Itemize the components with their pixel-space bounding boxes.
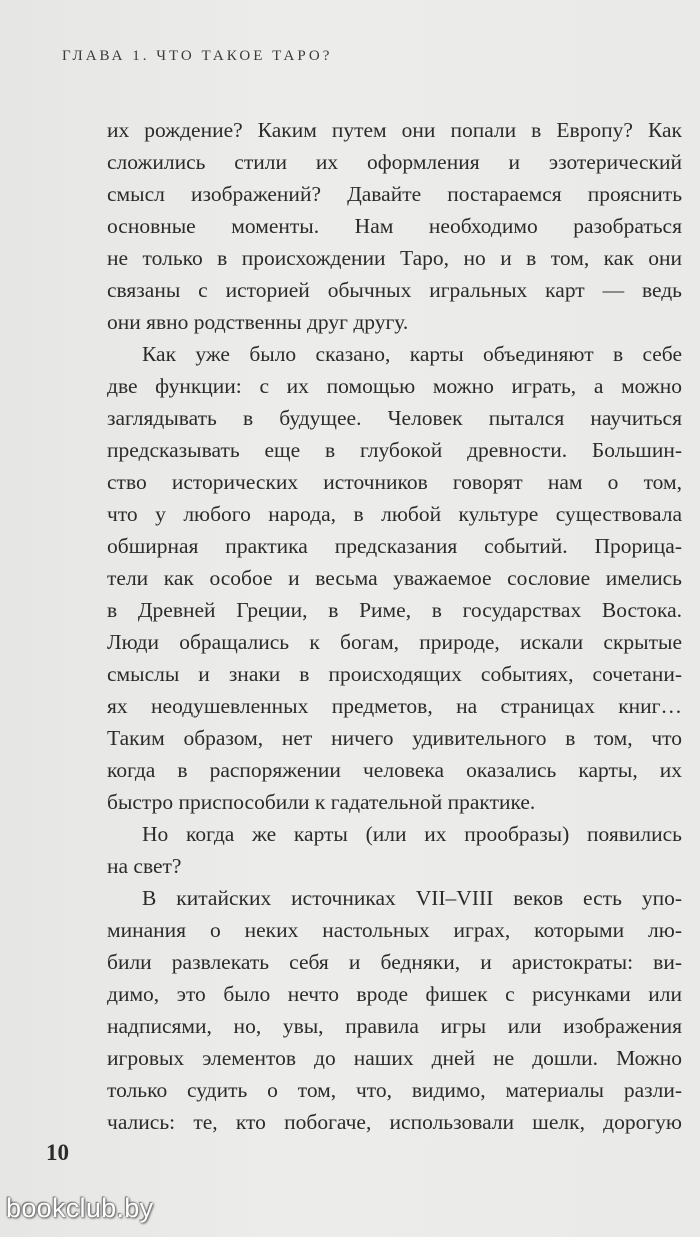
text-line: надписями, но, увы, правила игры или изображения [107, 1014, 682, 1038]
page-number: 10 [46, 1140, 69, 1165]
paragraph-start-line: Но когда же карты (или их прообразы) появились [142, 822, 682, 846]
running-header: ГЛАВА 1. ЧТО ТАКОЕ ТАРО? [62, 48, 333, 64]
text-line: били развлекать себя и бедняки, и аристократы: ви- [107, 950, 682, 974]
text-line: обширная практика предсказания событий. Прорица- [107, 534, 682, 558]
paragraph-start-line: В китайских источниках VII–VIII веков есть упо- [142, 886, 682, 910]
watermark-logo: bookclub.by [6, 1193, 154, 1223]
text-line: смыслы и знаки в происходящих событиях, сочетани- [107, 662, 682, 686]
text-line: смысл изображений? Давайте постараемся прояснить [107, 182, 682, 206]
text-line: только судить о том, что, видимо, материалы разли- [107, 1078, 682, 1102]
paragraph-start-line: Как уже было сказано, карты объединяют в себе [142, 342, 682, 366]
text-line: они явно родственны друг другу. [107, 310, 409, 334]
text-line: две функции: с их помощью можно играть, а можно [107, 374, 682, 398]
text-line: тели как особое и весьма уважаемое сословие имелись [107, 566, 682, 590]
text-line: быстро приспособили к гадательной практике. [107, 790, 536, 814]
text-line: игровых элементов до наших дней не дошли. Можно [107, 1046, 682, 1070]
text-line: предсказывать еще в глубокой древности. Большин- [107, 438, 682, 462]
text-line: ство исторических источников говорят нам о том, [107, 470, 682, 494]
text-line: в Древней Греции, в Риме, в государствах Востока. [107, 598, 682, 622]
text-line: сложились стили их оформления и эзотерический [107, 150, 682, 174]
text-line: что у любого народа, в любой культуре существовала [107, 502, 682, 526]
text-line: димо, это было нечто вроде фишек с рисунками или [107, 982, 682, 1006]
text-line: основные моменты. Нам необходимо разобраться [107, 214, 682, 238]
text-line: ях неодушевленных предметов, на страницах книг… [107, 694, 682, 718]
text-line: минания о неких настольных играх, которыми лю- [107, 918, 682, 942]
text-line: Таким образом, нет ничего удивительного в том, что [107, 726, 682, 750]
text-line: заглядывать в будущее. Человек пытался научиться [107, 406, 682, 430]
text-line: их рождение? Каким путем они попали в Европу? Как [107, 118, 682, 142]
text-line: не только в происхождении Таро, но и в том, как они [107, 246, 682, 270]
text-line: связаны с историей обычных игральных карт — ведь [107, 278, 682, 302]
text-line: чались: те, кто побогаче, использовали шелк, дорогую [107, 1110, 682, 1134]
text-line: на свет? [107, 854, 182, 878]
body-text [107, 114, 682, 1138]
text-line: когда в распоряжении человека оказались карты, их [107, 758, 682, 782]
text-line: Люди обращались к богам, природе, искали скрытые [107, 630, 682, 654]
